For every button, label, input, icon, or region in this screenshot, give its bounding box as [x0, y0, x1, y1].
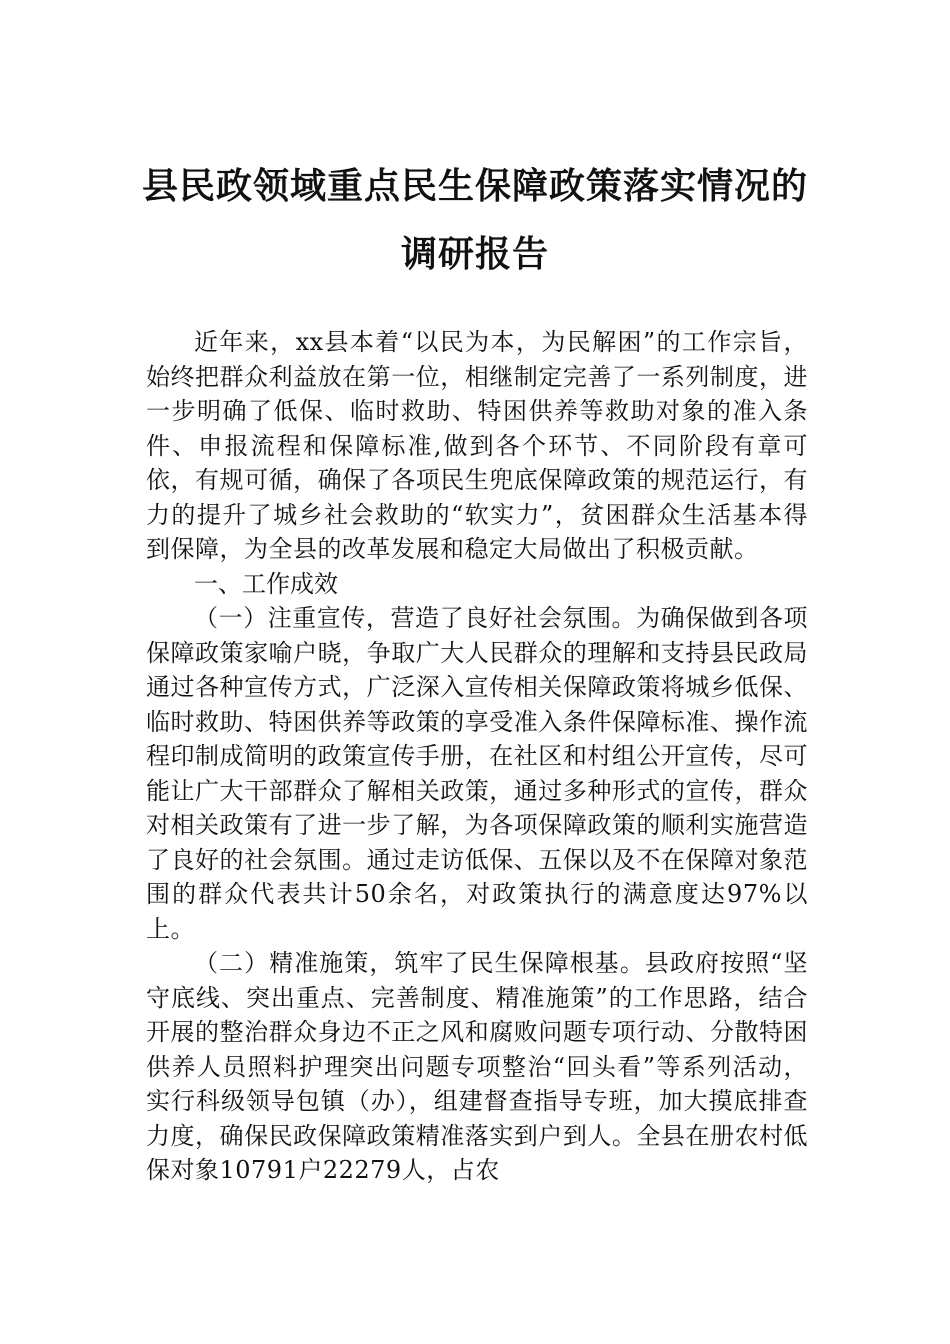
paragraph-precision-body: 县政府按照“坚守底线、突出重点、完善制度、精准施策”的工作思路，结合开展的整治群众身边不正之风和腐败问题专项行动、分散特困供养人员照料护理突出问题专项整治“回头看”等系列活动，实行科级领导包镇（办），组建督查指导专班，加大摸底排查力度，确保民政保障政策精准落实到户到人。全县在册农村低保对象10791户22279人，占农 [146, 949, 808, 1184]
document-title-line-1: 县民政领域重点民生保障政策落实情况的 [141, 165, 808, 207]
document-title-line-2: 调研报告 [400, 233, 549, 275]
paragraph-publicity [146, 601, 808, 946]
document-body [146, 325, 808, 1188]
paragraph-publicity-body: 为确保做到各项保障政策家喻户晓，争取广大人民群众的理解和支持县民政局通过各种宣传方式，广泛深入宣传相关保障政策将城乡低保、临时救助、特困供养等政策的享受准入条件保障标准、操作流程印制成简明的政策宣传手册，在社区和村组公开宣传，尽可能让广大干部群众了解相关政策，通过多种形式的宣传，群众对相关政策有了进一步了解，为各项保障政策的顺利实施营造了良好的社会氛围。通过走访低保、五保以及不在保障对象范围的群众代表共计50余名，对政策执行的满意度达97%以上。 [146, 604, 808, 943]
paragraph-precision [146, 946, 808, 1188]
subheading-precision: （二）精准施策，筑牢了民生保障根基。 [194, 949, 645, 977]
intro-paragraph: 近年来，xx县本着“以民为本，为民解困”的工作宗旨，始终把群众利益放在第一位，相继制定完善了一系列制度，进一步明确了低保、临时救助、特困供养等救助对象的准入条件、申报流程和保障标准,做到各个环节、不同阶段有章可依，有规可循，确保了各项民生兜底保障政策的规范运行，有力的提升了城乡社会救助的“软实力”，贫困群众生活基本得到保障，为全县的改革发展和稳定大局做出了积极贡献。 [146, 328, 808, 563]
subheading-publicity: （一）注重宣传，营造了良好社会氛围。 [194, 604, 637, 632]
section-heading-achievements: 一、工作成效 [194, 569, 338, 598]
